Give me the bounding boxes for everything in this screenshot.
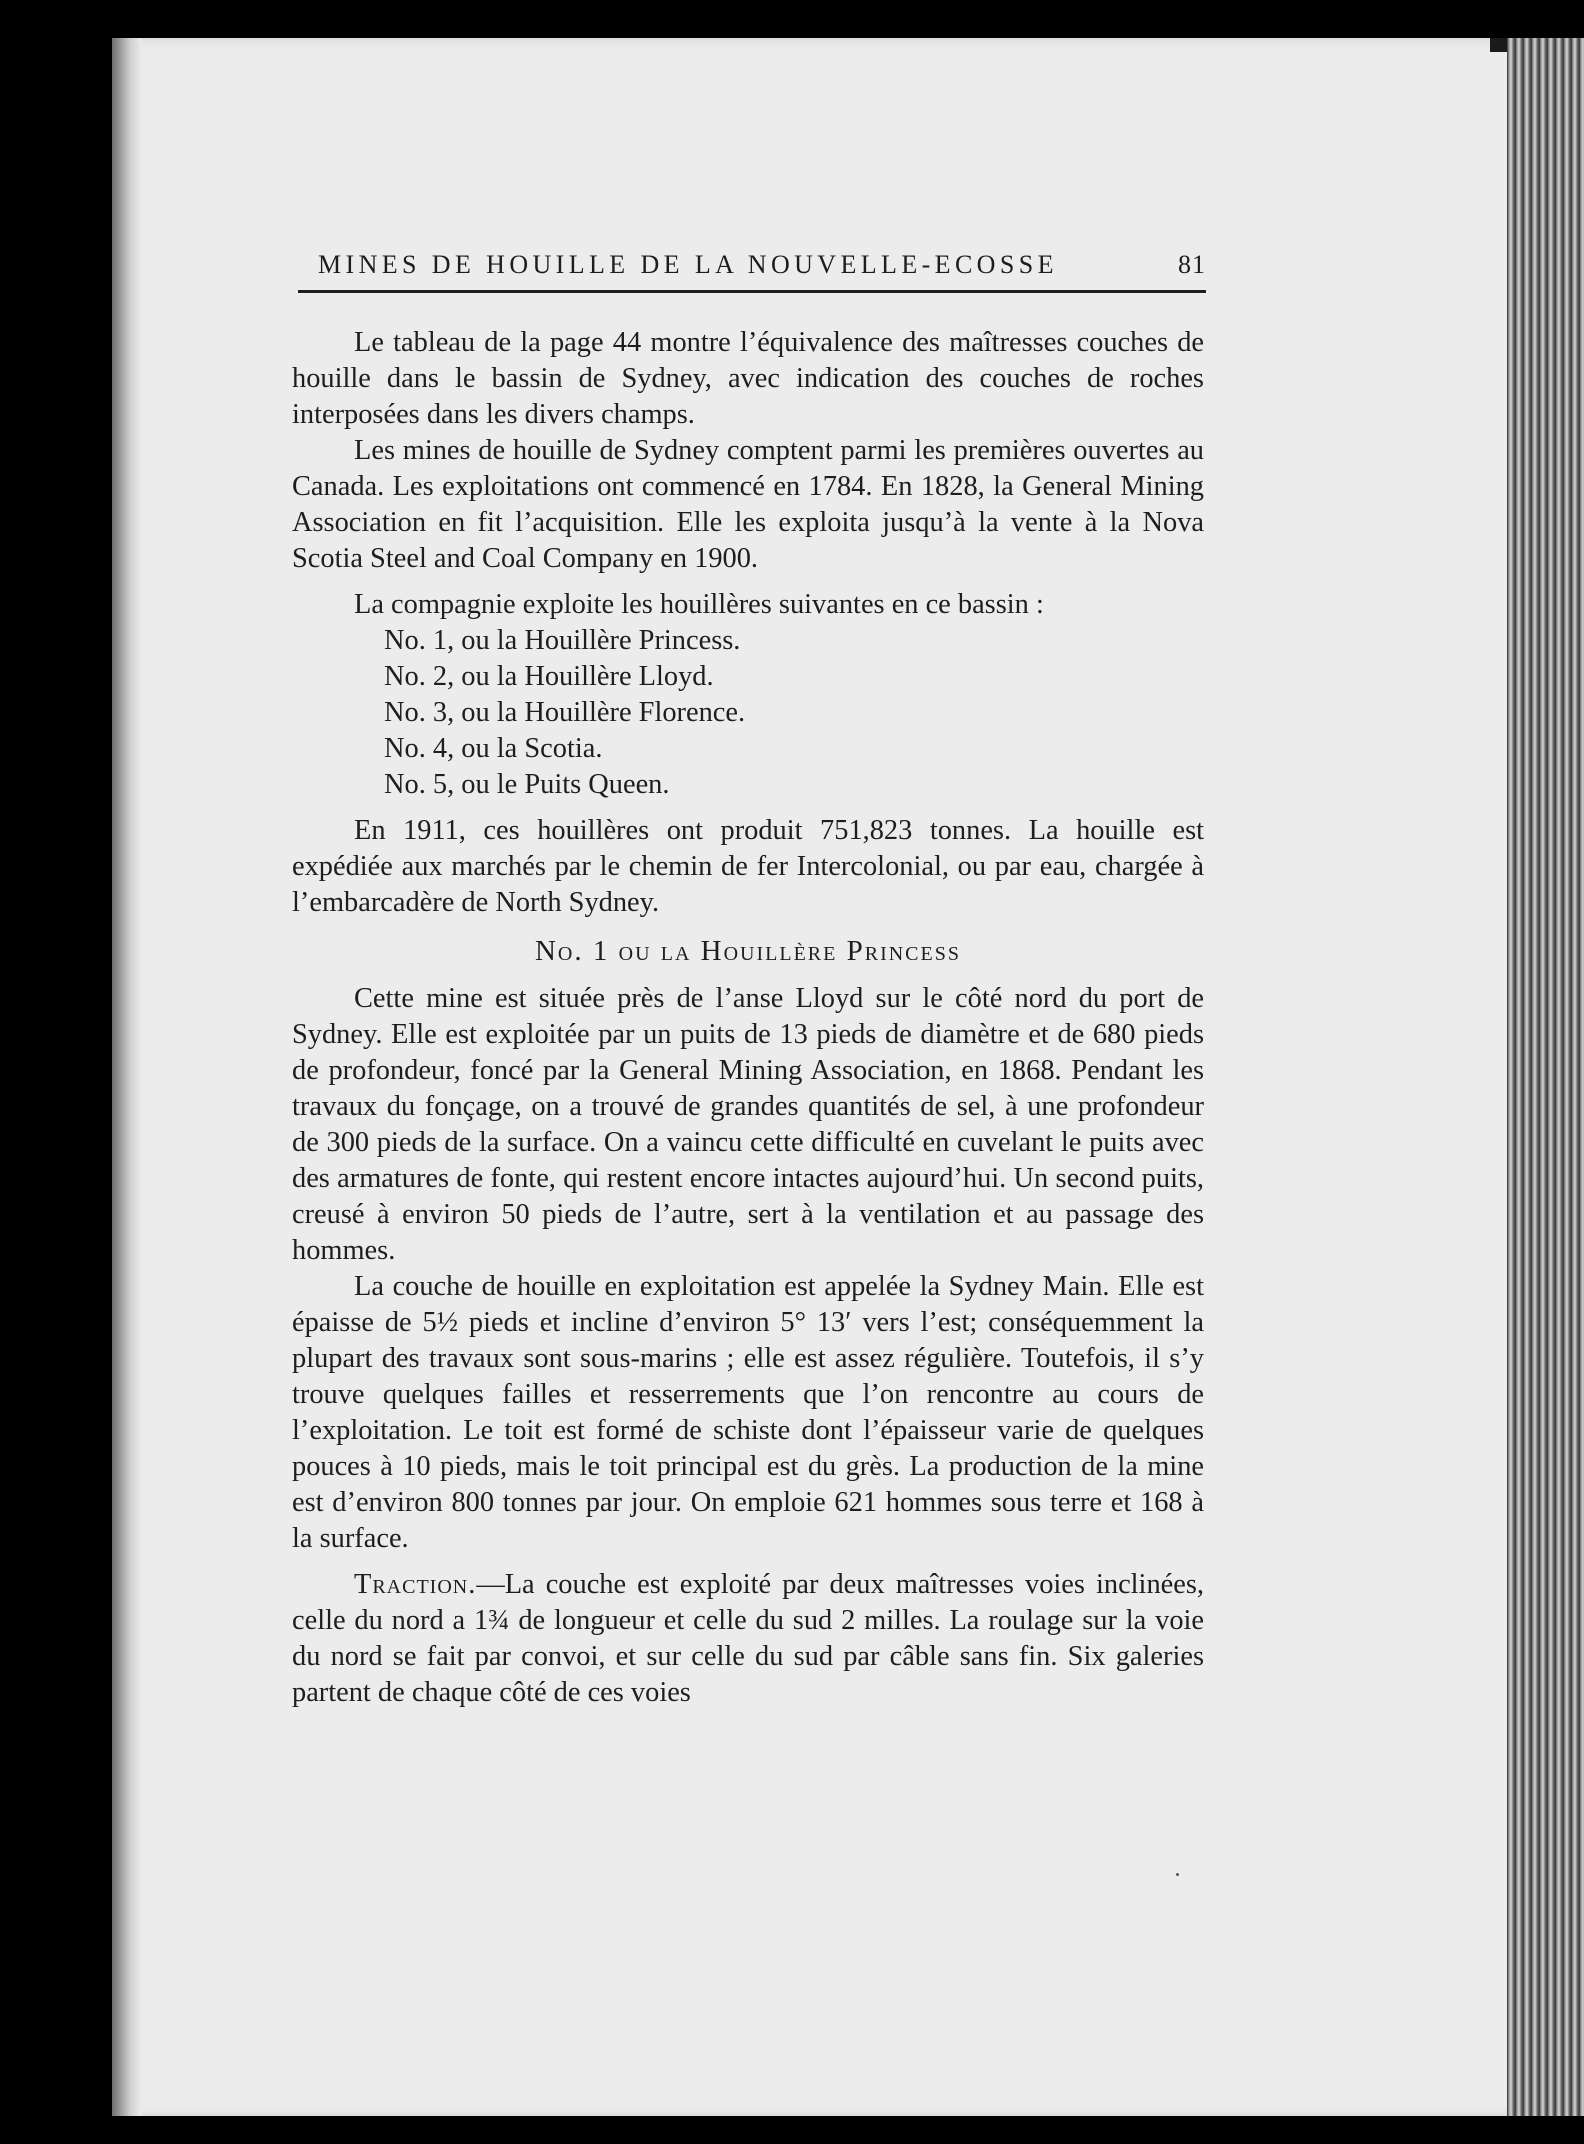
paragraph: Cette mine est située près de l’anse Lloyd sur le côté nord du port de Sydney. Elle est exploitée par un puits de 13 pieds de diamètre et de 680 pieds de profondeur, foncé par la General Mining Association, en 1868. Pendant les travaux du fonçage, on a trouvé de grandes quantités de sel, à une profondeur de 300 pieds de la surface. On a vaincu cette difficulté en cuvelant le puits avec des armatures de fonte, qui restent encore intactes aujourd’hui. Un second puits, creusé à environ 50 pieds de l’autre, sert à la ventilation et au passage des hommes. bbox=[292, 983, 1204, 1266]
list-item: No. 1, ou la Houillère Princess. bbox=[384, 625, 741, 656]
section-heading: No. 1 ou la Houillère Princess bbox=[534, 935, 961, 967]
mine-list bbox=[292, 623, 1204, 803]
list-item: No. 4, ou la Scotia. bbox=[384, 733, 603, 764]
list-item: No. 3, ou la Houillère Florence. bbox=[384, 697, 746, 728]
paragraph: La compagnie exploite les houillères suivantes en ce bassin : bbox=[354, 589, 1044, 620]
running-title: MINES DE HOUILLE DE LA NOUVELLE-ECOSSE bbox=[318, 250, 1058, 279]
page-edges bbox=[1507, 38, 1584, 2116]
page-gutter bbox=[112, 38, 142, 2116]
paragraph: En 1911, ces houillères ont produit 751,823 tonnes. La houille est expédiée aux marchés par le chemin de fer Intercolonial, ou par eau, chargée à l’embarcadère de North Sydney. bbox=[292, 815, 1204, 918]
page-number: 81 bbox=[1178, 250, 1206, 279]
list-item: No. 2, ou la Houillère Lloyd. bbox=[384, 661, 714, 692]
speck bbox=[1176, 1873, 1179, 1876]
running-header bbox=[318, 250, 1206, 280]
body-text bbox=[292, 325, 1204, 1711]
paragraph: La couche de houille en exploitation est appelée la Sydney Main. Elle est épaisse de 5½ pieds et incline d’environ 5° 13′ vers l’est; conséquemment la plupart des travaux sont sous-marins ; elle est assez régulière. Toutefois, il s’y trouve quelques failles et resserrements que l’on rencontre au cours de l’exploitation. Le toit est formé de schiste dont l’épaisseur varie de quelques pouces à 10 pieds, mais le toit principal est du grès. La production de la mine est d’environ 800 tonnes par jour. On emploie 621 hommes sous terre et 168 à la surface. bbox=[292, 1271, 1204, 1554]
paragraph: Le tableau de la page 44 montre l’équivalence des maîtresses couches de houille dans le bassin de Sydney, avec indication des couches de roches interposées dans les divers champs. bbox=[292, 327, 1204, 430]
run-in-heading: Traction. bbox=[354, 1569, 477, 1600]
header-rule bbox=[298, 290, 1206, 293]
paragraph bbox=[292, 1567, 1204, 1711]
paragraph: Les mines de houille de Sydney comptent parmi les premières ouvertes au Canada. Les exploitations ont commencé en 1784. En 1828, la General Mining Association en fit l’acquisition. Elle les exploita jusqu’à la vente à la Nova Scotia Steel and Coal Company en 1900. bbox=[292, 435, 1204, 574]
paragraph-body: —La couche est exploité par deux maîtresses voies inclinées, celle du nord a 1¾ de longueur et celle du sud 2 milles. La roulage sur la voie du nord se fait par convoi, et sur celle du sud par câble sans fin. Six galeries partent de chaque côté de ces voies bbox=[292, 1569, 1204, 1708]
list-item: No. 5, ou le Puits Queen. bbox=[384, 769, 670, 800]
